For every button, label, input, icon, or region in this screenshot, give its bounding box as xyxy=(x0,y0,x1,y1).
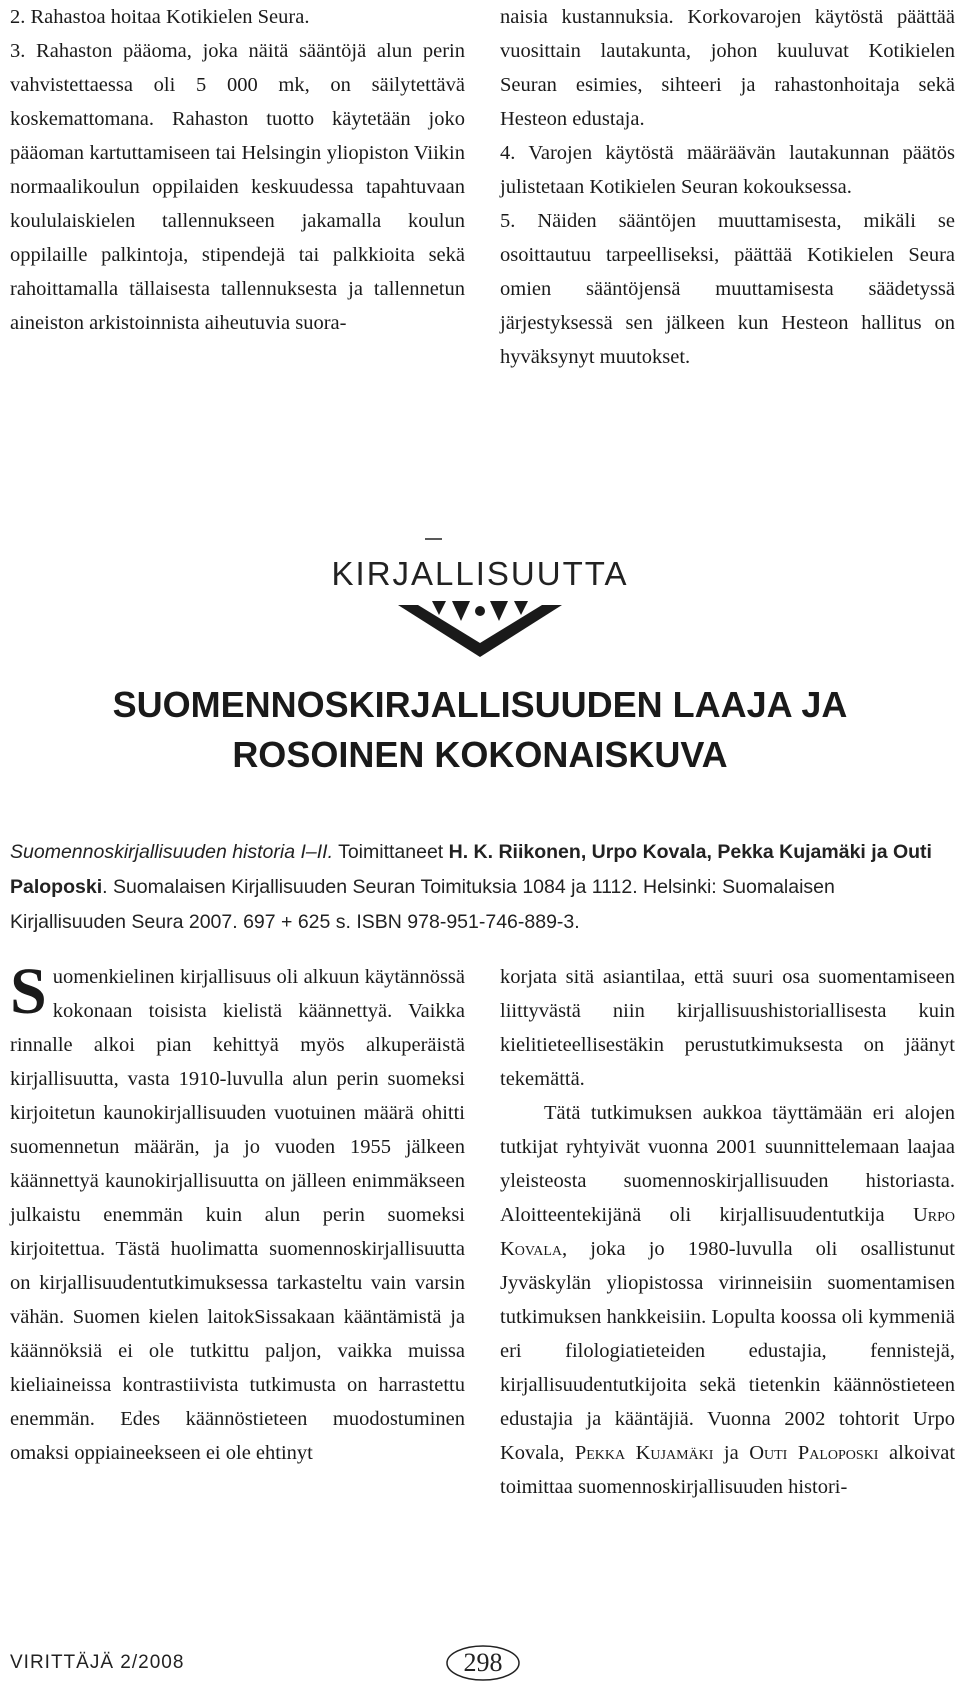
article-title xyxy=(0,680,960,780)
body-paragraph-2-part-d: alkoivat toimittaa suomennoskirjallisuuden histori- xyxy=(500,1442,956,1498)
rule-item-3-continued: naisia kustannuksia. Korkovarojen käytöstä päättää vuosittain lautakunta, johon kuuluvat Kotikielen Seuran esimies, sihteeri ja rahastonhoitaja sekä Hesteon edustaja. xyxy=(500,6,955,130)
rule-item-3: 3. Rahaston pääoma, joka näitä sääntöjä alun perin vahvistettaessa oli 5 000 mk, on säilytettävä koskemattomana. Rahaston tuotto käytetään joko pääoman kartuttamiseen tai Helsingin yliopiston Viikin normaalikoulun oppilaiden keskuudessa tapahtuvaan koululaiskielen tallennukseen jakamalla koulun oppilaille palkintoja, stipendejä tai palkkioita sekä rahoittamalla tällaisesta tallennuksesta ja tallennetun aineiston arkistoinnista aiheutuvia suora- xyxy=(10,40,465,334)
person-name-paloposki: Outi Paloposki xyxy=(749,1442,879,1464)
section-chevron-icon xyxy=(320,535,640,660)
book-citation xyxy=(10,835,955,940)
page-number: 298 xyxy=(463,1648,503,1677)
page-number-badge xyxy=(445,1643,521,1683)
person-name-kovala: Urpo Kovala xyxy=(500,1204,955,1260)
citation-publication: . Suomalaisen Kirjallisuuden Seuran Toimituksia 1084 ja 1112. Helsinki: Suomalaisen Kirjallisuuden Seura 2007. 697 + 625 s. ISBN 978-951-746-889-3. xyxy=(10,876,835,933)
rule-item-4: 4. Varojen käytöstä määräävän lautakunnan päätös julistetaan Kotikielen Seuran kokouksessa. xyxy=(500,142,955,198)
article-title-line-2: ROSOINEN KOKONAISKUVA xyxy=(232,734,728,775)
body-paragraph-1 xyxy=(10,955,465,1470)
rule-item-2: 2. Rahastoa hoitaa Kotikielen Seura. xyxy=(10,6,310,28)
body-paragraph-2-part-b: , joka jo 1980-luvulla oli osallistunut Jyväskylän yliopistossa virinneisiin suomentamisen tutkimuksen hankkeisiin. Lopulta koossa oli kymmeniä eri filologiatieteiden edustajia, fennistejä, kirjallisuudentutkijoita sekä tietenkin käännöstieteen edustajia ja kääntäjiä. Vuonna 2002 tohtorit Urpo Kovala, xyxy=(500,1238,955,1464)
body-paragraph-2-part-c: ja xyxy=(713,1442,750,1464)
top-right-column xyxy=(500,0,955,374)
article-title-line-1: SUOMENNOSKIRJALLISUUDEN LAAJA JA xyxy=(112,684,848,725)
body-left-column xyxy=(10,955,465,1470)
top-left-column xyxy=(10,0,465,340)
citation-edited-by: Toimittaneet xyxy=(333,841,449,863)
body-paragraph-1-text: uomenkielinen kirjallisuus oli alkuun käytännössä kokonaan toisista kielistä käännettyä. Vaikka rinnalle alkoi pian kehittyä myös alkuperäistä kirjallisuutta, vasta 1910-luvulla alun perin suomeksi kirjoitetun kaunokirjallisuuden vuotuinen määrä ohitti suomennetun määrän, ja jo vuoden 1955 jälkeen käännettyä kaunokirjallisuutta on jälleen enimmäkseen julkaistu enemmän kuin alun perin suomeksi kirjoitettua. Tästä huolimatta suomennoskirjallisuutta on kirjallisuudentutkimuksessa tarkasteltu vain varsin vähän. Suomen kielen laitokSissakaan kääntämistä ja käännöksiä ei ole tutkittu paljon, vaikka muissa kieliaineissa kontrastiivista tutkimusta on harrastettu enemmän. Edes käännöstieteen muodostuminen omaksi oppiaineekseen ei ole ehtinyt xyxy=(10,966,465,1464)
section-emblem xyxy=(320,535,640,660)
body-right-column xyxy=(500,960,955,1504)
rule-item-5: 5. Näiden sääntöjen muuttamisesta, mikäli se osoittautuu tarpeelliseksi, päättää Kotikielen Seura omien sääntöjensä muuttamisesta säädetyssä järjestyksessä sen jälkeen kun Hesteon hallitus on hyväksynyt muutokset. xyxy=(500,210,955,368)
section-label: KIRJALLISUUTTA xyxy=(331,555,629,592)
person-name-kujamaki: Pekka Kujamäki xyxy=(574,1442,714,1464)
body-paragraph-2-part-a: Tätä tutkimuksen aukkoa täyttämään eri alojen tutkijat ryhtyivät vuonna 2001 suunnittelemaan laajaa yleisteosta suomennoskirjallisuuden historiasta. Aloitteentekijänä oli kirjallisuudentutkija xyxy=(500,1102,955,1226)
cited-book-title: Suomennoskirjallisuuden historia I–II. xyxy=(10,841,334,863)
drop-cap: S xyxy=(10,955,47,1028)
body-paragraph-2 xyxy=(500,1096,955,1504)
body-paragraph-continued: korjata sitä asiantilaa, että suuri osa suomentamiseen liittyvästä niin kirjallisuushistoriallisesta kuin kielitieteellisestäkin perustutkimuksesta on jäänyt tekemättä. xyxy=(500,966,955,1090)
journal-footer: VIRITTÄJÄ 2/2008 xyxy=(10,1652,185,1673)
citation-editors: H. K. Riikonen, Urpo Kovala, Pekka Kujamäki ja Outi Paloposki xyxy=(10,841,932,898)
